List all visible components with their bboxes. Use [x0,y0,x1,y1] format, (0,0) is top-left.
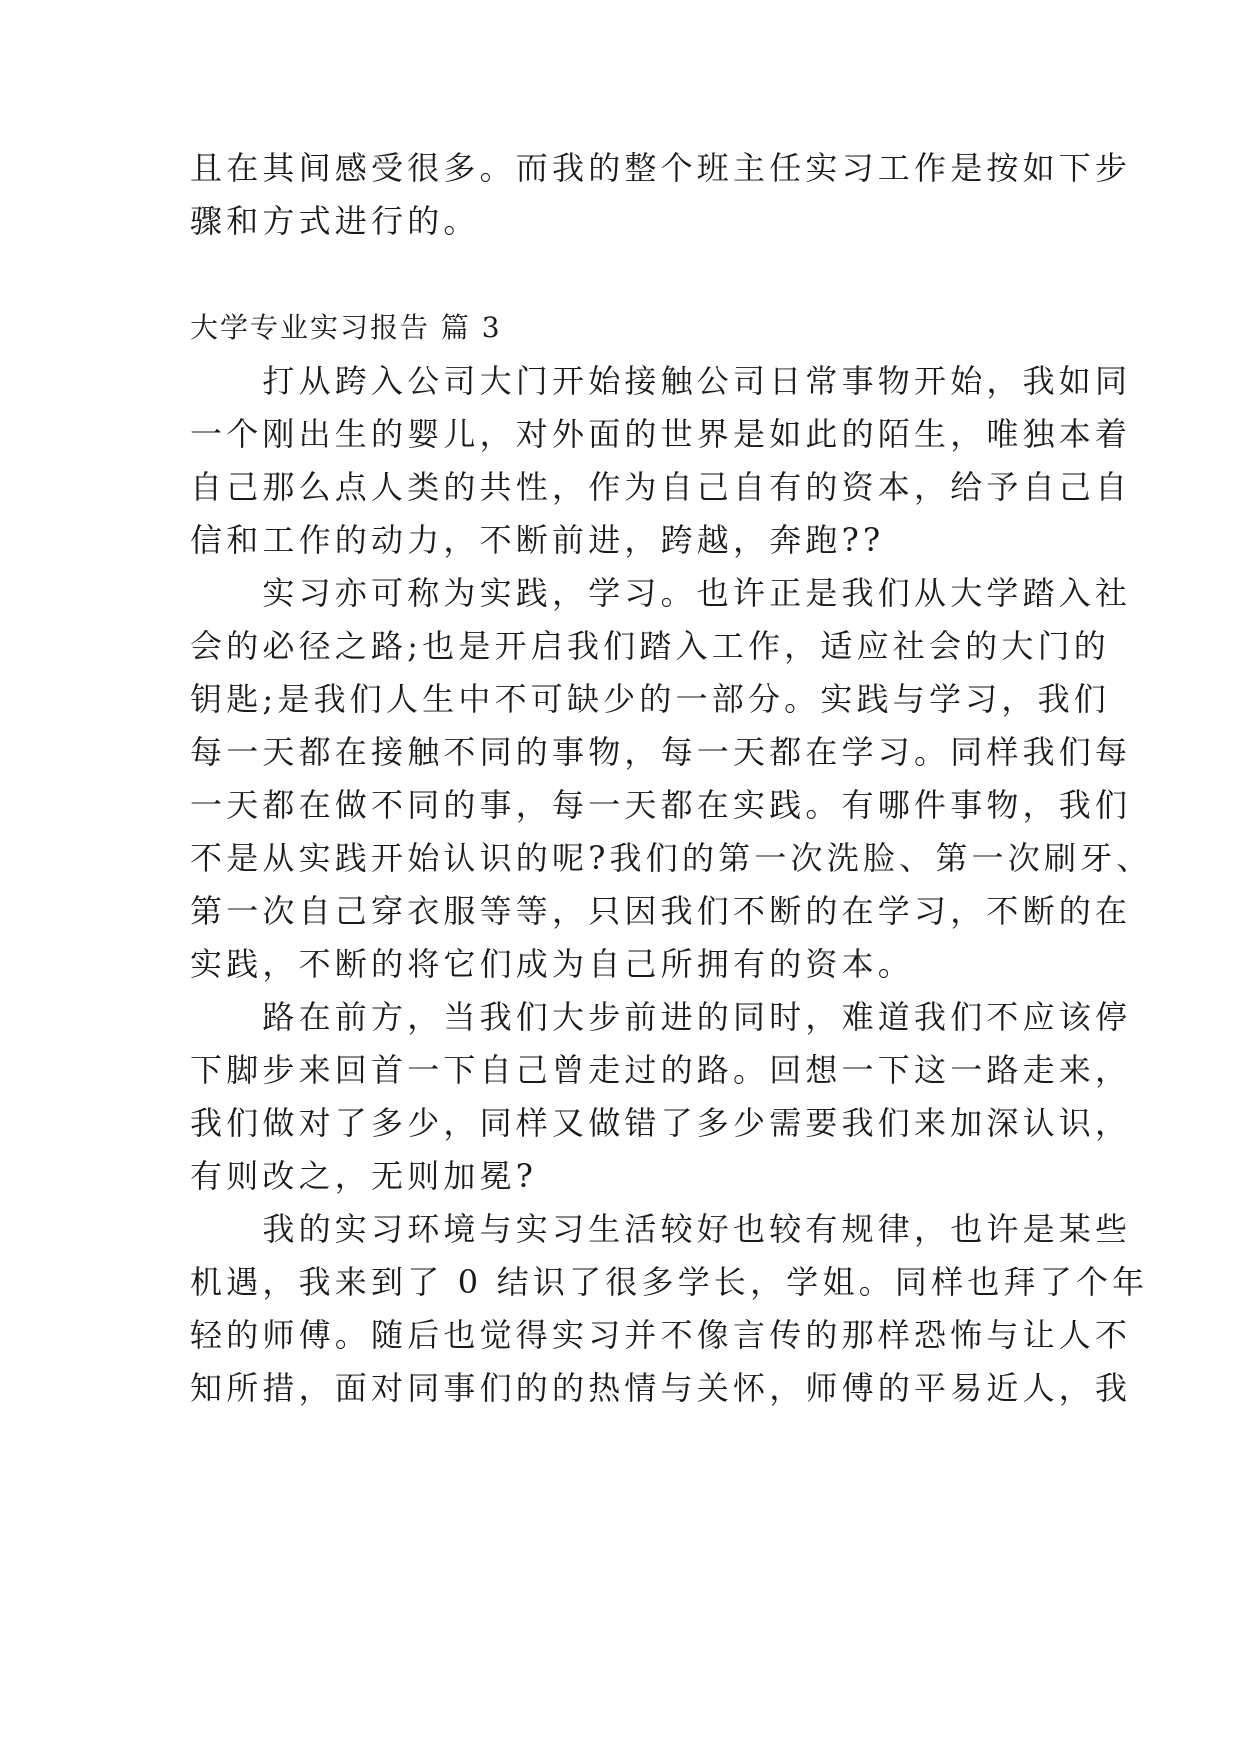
paragraph-line: 钥匙;是我们人生中不可缺少的一部分。实践与学习，我们 [190,680,1110,718]
paragraph-line: 实践，不断的将它们成为自己所拥有的资本。 [190,945,915,983]
paragraph-line: 一个刚出生的婴儿，对外面的世界是如此的陌生，唯独本着 [190,415,1132,453]
paragraph-line: 轻的师傅。随后也觉得实习并不像言传的那样恐怖与让人不 [190,1316,1132,1354]
section-title: 大学专业实习报告 篇 3 [190,311,502,344]
paragraph-line: 信和工作的动力，不断前进，跨越，奔跑?? [190,521,885,559]
paragraph-line: 一天都在做不同的事，每一天都在实践。有哪件事物，我们 [190,786,1132,824]
paragraph-line: 第一次自己穿衣服等等，只因我们不断的在学习，不断的在 [190,892,1132,930]
paragraph-line: 会的必径之路;也是开启我们踏入工作，适应社会的大门的 [190,627,1110,665]
intro-line: 且在其间感受很多。而我的整个班主任实习工作是按如下步 [190,149,1132,187]
paragraph-line: 机遇，我来到了 0 结识了很多学长，学姐。同样也拜了个年 [190,1263,1149,1301]
paragraph-line: 路在前方，当我们大步前进的同时，难道我们不应该停 [190,998,1132,1036]
paragraph-line: 下脚步来回首一下自己曾走过的路。回想一下这一路走来， [190,1051,1132,1089]
paragraph-line: 我的实习环境与实习生活较好也较有规律，也许是某些 [190,1210,1132,1248]
paragraph-line: 自己那么点人类的共性，作为自己自有的资本，给予自己自 [190,468,1132,506]
paragraph-line: 我们做对了多少，同样又做错了多少需要我们来加深认识， [190,1104,1132,1142]
paragraph-line: 每一天都在接触不同的事物，每一天都在学习。同样我们每 [190,733,1132,771]
intro-line: 骤和方式进行的。 [190,202,480,240]
paragraph-line: 实习亦可称为实践，学习。也许正是我们从大学踏入社 [190,574,1132,612]
paragraph-line: 打从跨入公司大门开始接触公司日常事物开始，我如同 [190,362,1132,400]
paragraph-line: 不是从实践开始认识的呢?我们的第一次洗脸、第一次刷牙、 [190,839,1153,877]
paragraph-line: 知所措，面对同事们的的热情与关怀，师傅的平易近人，我 [190,1369,1132,1407]
paragraph-line: 有则改之，无则加冕? [190,1157,538,1195]
